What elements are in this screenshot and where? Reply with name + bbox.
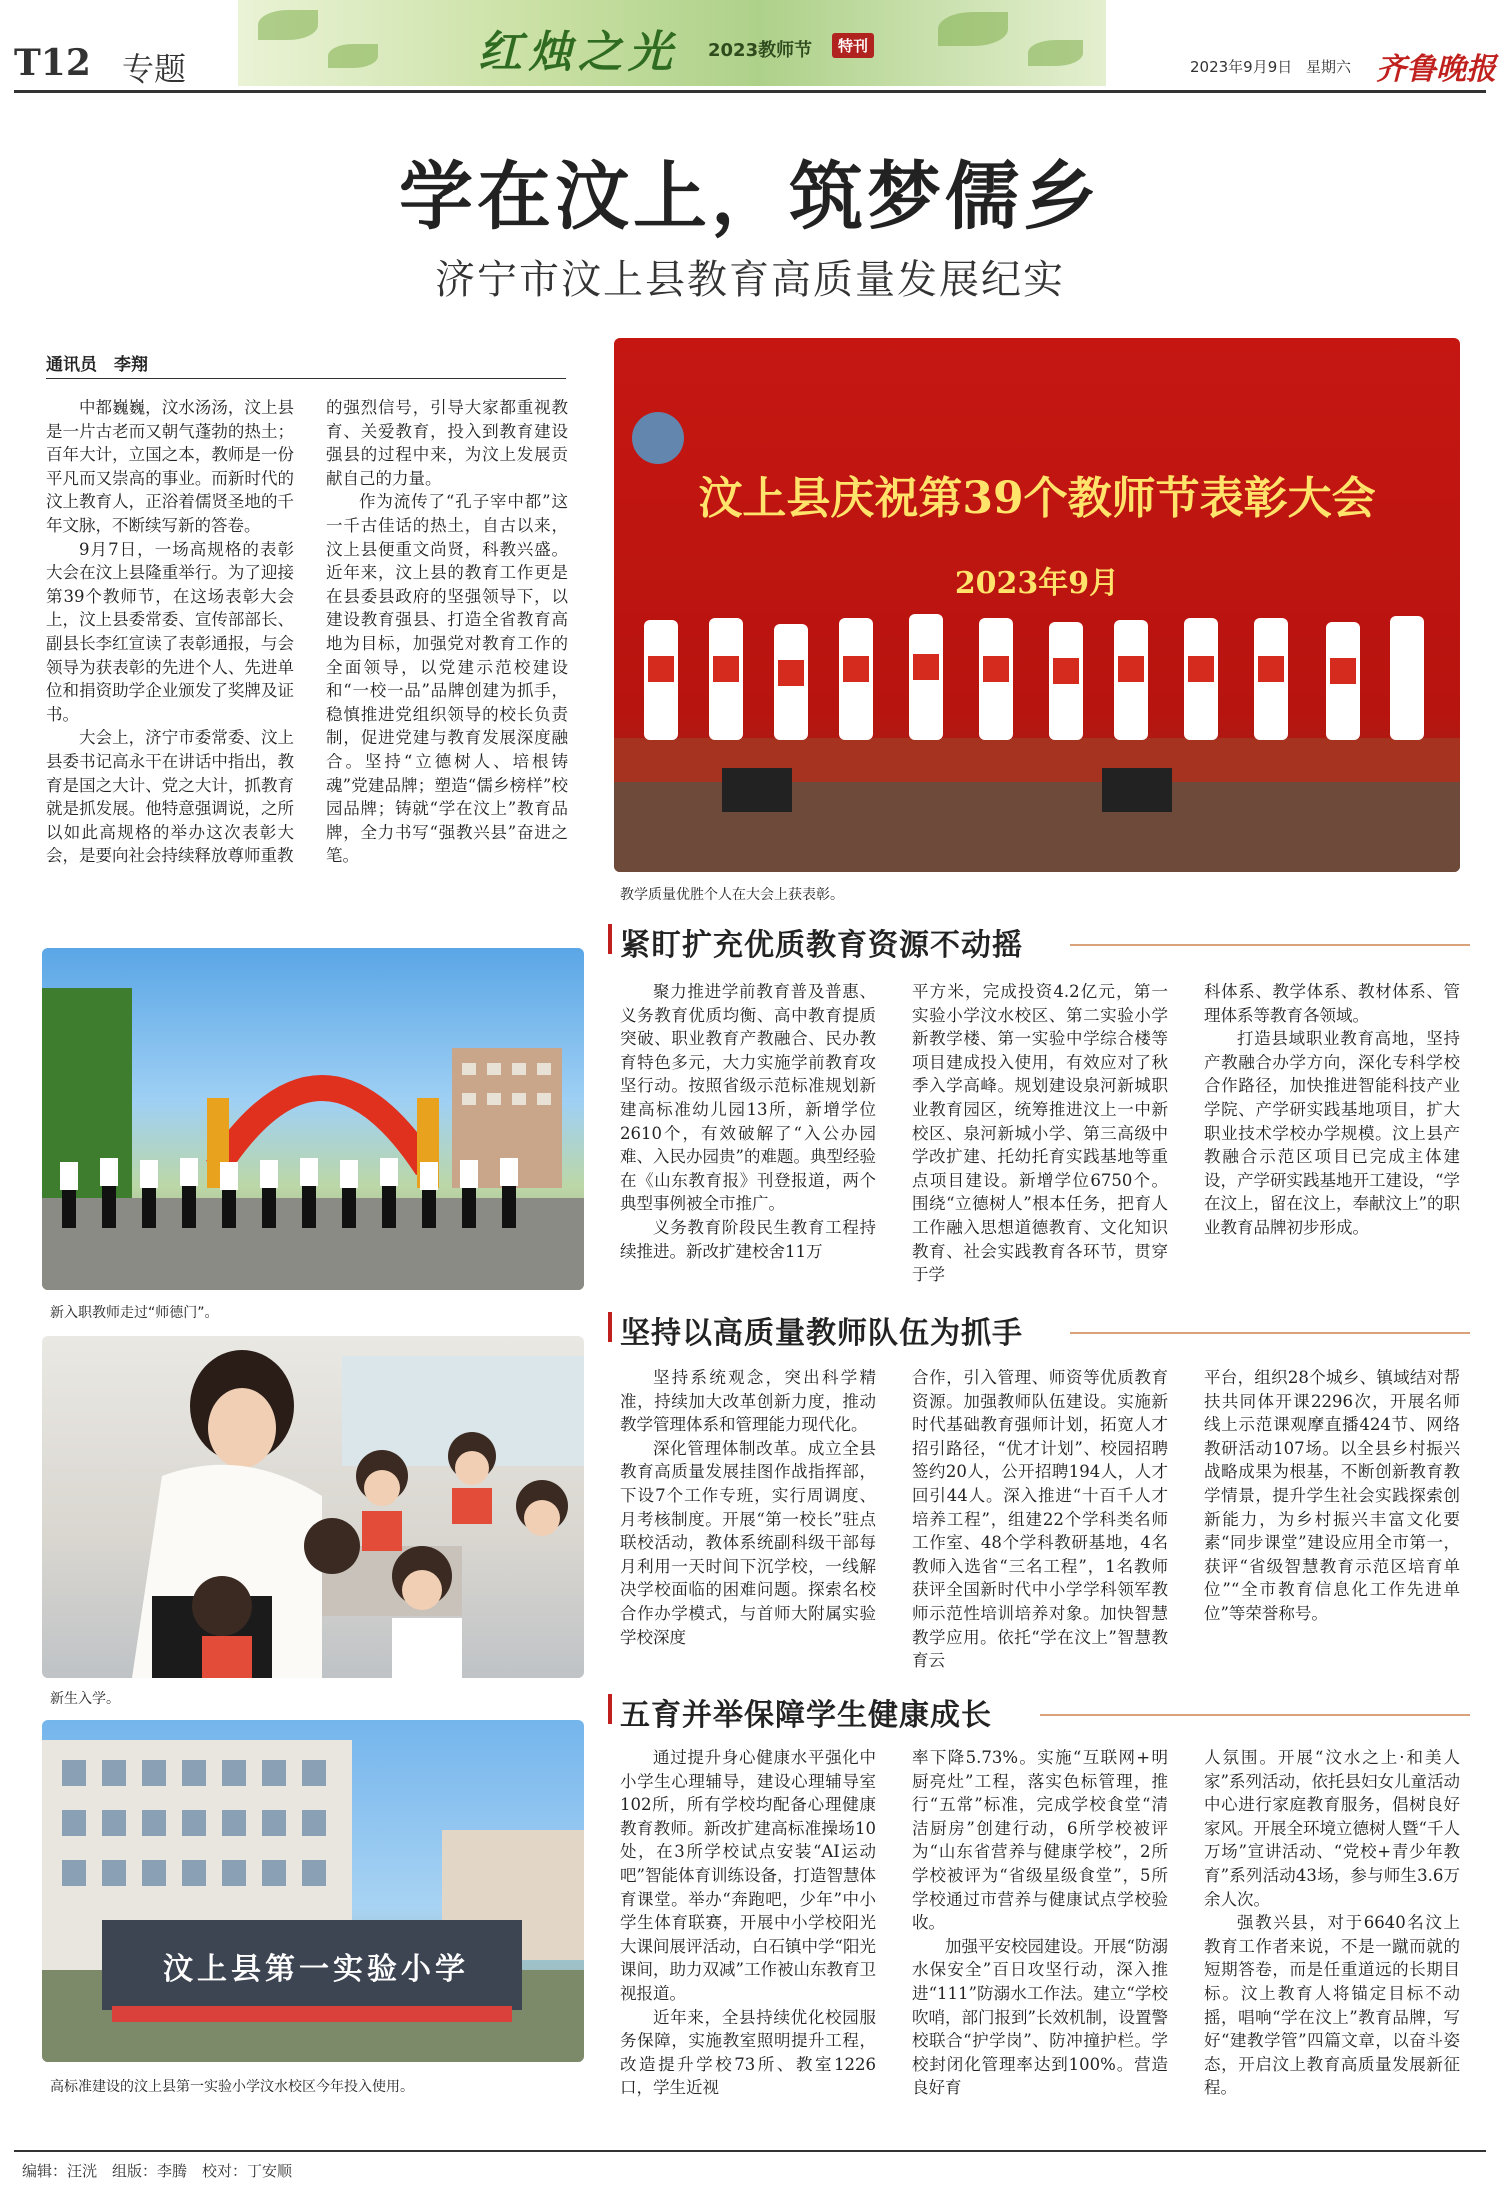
paragraph: 打造县域职业教育高地，坚持产教融合办学方向，深化专科学校合作路径，加快推进智能科技产业学院、产学研实践基地项目，扩大职业技术学校办学规模。汶上县产教融合示范区项目已完成主体建设，产学研实践基地开工建设，“学在汶上，留在汶上，奉献汶上”的职业教育品牌初步形成。	[1204, 1029, 1460, 1237]
section-1-column-2	[912, 980, 1168, 1287]
section-1-column-1	[620, 980, 876, 1263]
section-rule	[1070, 944, 1470, 946]
photo-caption: 高标准建设的汶上县第一实验小学汶水校区今年投入使用。	[50, 2079, 414, 2095]
photo-caption: 新入职教师走过“师德门”。	[50, 1305, 219, 1321]
gate-photo	[42, 948, 584, 1290]
headline: 学在汶上，筑梦儒乡	[399, 154, 1101, 240]
section-1-column-3	[1204, 980, 1460, 1240]
photo-caption: 新生入学。	[50, 1691, 120, 1707]
classroom-photo	[42, 1336, 584, 1678]
paragraph: 人氛围。开展“汶水之上·和美人家”系列活动，依托县妇女儿童活动中心进行家庭教育服务，倡树良好家风。开展全环境立德树人暨“千人万场”宣讲活动、“党校+青少年教育”系列活动43场，参与师生3.6万余人次。	[1204, 1748, 1460, 1909]
section-marker	[608, 1312, 612, 1342]
paragraph: 加强平安校园建设。开展“防溺水保安全”百日攻坚行动，深入推进“111”防溺水工作法。建立“学校吹哨，部门报到”长效机制，设置警校联合“护学岗”、防冲撞护栏。学校封闭化管理率达到100%。营造良好育	[912, 1936, 1168, 2098]
intro-column-2	[326, 396, 568, 868]
header-banner	[238, 0, 1106, 86]
section-3-column-3	[1204, 1746, 1460, 2100]
section-2-column-3	[1204, 1366, 1460, 1626]
section-3-column-2	[912, 1746, 1168, 2100]
banner-subtitle: 2023教师节	[708, 40, 813, 61]
paragraph: 平方米，完成投资4.2亿元，第一实验小学汶水校区、第二实验小学新教学楼、第一实验中学综合楼等项目建成投入使用，有效应对了秋季入学高峰。规划建设泉河新城职业教育园区，统筹推进汶上一中新校区、泉河新城小学、第三高级中学改扩建、托幼托育实践基地等重点项目建设。新增学位6750个。围绕“立德树人”根本任务，把育人工作融入思想道德教育、文化知识教育、社会实践教育各环节，贯穿于学	[912, 982, 1168, 1285]
section-3-title: 五育并举保障学生健康成长	[620, 1698, 992, 1733]
section-rule	[1040, 1714, 1470, 1716]
school-photo	[42, 1720, 584, 2062]
school-sign-text: 汶上县第一实验小学	[163, 1952, 469, 1987]
paragraph: 通过提升身心健康水平强化中小学生心理辅导，建设心理辅导室102所，所有学校均配备心理健康教育教师。新改扩建高标准操场10处，在3所学校试点安装“AI运动吧”智能体育训练设备，打造智慧体育课堂。举办“奔跑吧，少年”中小学生体育联赛，开展中小学校阳光大课间展评活动，白石镇中学“阳光课间，助力双减”工作被山东教育卫视报道。	[620, 1748, 876, 2003]
paragraph: 率下降5.73%。实施“互联网+明厨亮灶”工程，落实色标管理，推行“五常”标准，完成学校食堂“清洁厨房”创建行动，6所学校被评为“山东省营养与健康学校”，2所学校被评为“省级星级食堂”，5所学校通过市营养与健康试点学校验收。	[912, 1748, 1168, 1933]
paragraph: 大会上，济宁市委常委、汶上县委书记高永干在讲话中指出，教育是国之大计、党之大计，抓教育就是抓发展。他特意强调说，之所以如此高规格的举办这次表彰大会，是要向社会持续释放尊师重教	[46, 728, 294, 866]
subheadline: 济宁市汶上县教育高质量发展纪实	[435, 257, 1065, 303]
section-marker	[608, 1694, 612, 1724]
intro-column-1	[46, 396, 294, 868]
stage-banner-text: 汶上县庆祝第39个教师节表彰大会	[698, 473, 1376, 524]
photo-caption: 教学质量优胜个人在大会上获表彰。	[620, 887, 844, 903]
section-name: 专题	[122, 50, 187, 88]
paragraph: 义务教育阶段民生教育工程持续推进。新改扩建校舍11万	[620, 1217, 876, 1261]
paragraph: 科体系、教学体系、教材体系、管理体系等教育各领域。	[1204, 982, 1460, 1025]
footer-rule	[14, 2150, 1486, 2152]
header-rule	[14, 90, 1486, 93]
ceremony-photo	[614, 338, 1460, 872]
byline: 通讯员 李翔	[46, 355, 148, 375]
banner-title: 红烛之光	[478, 27, 678, 78]
newspaper-logo: 齐鲁晚报	[1376, 52, 1496, 87]
school-illustration	[42, 1720, 584, 2062]
byline-rule	[46, 378, 566, 379]
issue-date: 2023年9月9日	[1190, 58, 1293, 76]
paragraph: 坚持系统观念，突出科学精准，持续加大改革创新力度，推动教学管理体系和管理能力现代化。	[620, 1368, 876, 1435]
paragraph: 合作，引入管理、师资等优质教育资源。加强教师队伍建设。实施新时代基础教育强师计划，拓宽人才招引路径，“优才计划”、校园招聘签约20人，公开招聘194人，人才回引44人。深入推进“十百千人才培养工程”，组建22个学科类名师工作室、48个学科教研基地，4名教师入选省“三名工程”，1名教师获评全国新时代中小学学科领军教师示范性培训培养对象。加快智慧教学应用。依托“学在汶上”智慧教育云	[912, 1368, 1168, 1671]
ceremony-illustration	[614, 338, 1460, 872]
paragraph: 近年来，全县持续优化校园服务保障，实施教室照明提升工程，改造提升学校73所、教室1226口，学生近视	[620, 2007, 876, 2098]
section-marker	[608, 924, 612, 954]
stage-banner-date: 2023年9月	[954, 566, 1120, 601]
paragraph: 作为流传了“孔子宰中都”这一千古佳话的热土，自古以来，汶上县便重文尚贤，科教兴盛。近年来，汶上县的教育工作更是在县委县政府的坚强领导下，以建设教育强县、打造全省教育高地为目标，加强党对教育工作的全面领导，以党建示范校建设和“一校一品”品牌创建为抓手，稳慎推进党组织领导的校长负责制，促进党建与教育发展深度融合。坚持“立德树人、培根铸魂”党建品牌；塑造“儒乡榜样”校园品牌；铸就“学在汶上”教育品牌，全力书写“强教兴县”奋进之笔。	[326, 492, 568, 866]
section-3-column-1	[620, 1746, 876, 2100]
page-number: T12	[14, 42, 91, 84]
section-1-title: 紧盯扩充优质教育资源不动摇	[620, 928, 1023, 963]
section-2-title: 坚持以高质量教师队伍为抓手	[620, 1316, 1023, 1351]
banner-badge: 特刊	[832, 33, 874, 58]
issue-weekday: 星期六	[1306, 58, 1352, 76]
paragraph: 平台，组织28个城乡、镇域结对帮扶共同体开课2296次，开展名师线上示范课观摩直播424节、网络教研活动107场。以全县乡村振兴战略成果为根基，不断创新教育教学情景，提升学生社会实践探索创新能力，为乡村振兴丰富文化要素“同步课堂”建设应用全市第一，获评“省级智慧教育示范区培育单位”“全市教育信息化工作先进单位”等荣誉称号。	[1204, 1368, 1460, 1623]
paragraph: 中都巍巍，汶水汤汤，汶上县是一片古老而又朝气蓬勃的热土；百年大计，立国之本，教师是一份平凡而又崇高的事业。而新时代的汶上教育人，正浴着儒贤圣地的千年文脉，不断续写新的答卷。	[46, 398, 294, 535]
paragraph: 9月7日，一场高规格的表彰大会在汶上县隆重举行。为了迎接第39个教师节，在这场表彰大会上，汶上县委常委、宣传部部长、副县长李红宣读了表彰通报，与会领导为获表彰的先进个人、先进单位和捐资助学企业颁发了奖牌及证书。	[46, 539, 294, 724]
classroom-illustration	[42, 1336, 584, 1678]
section-rule	[1070, 1332, 1470, 1334]
footer-credits: 编辑：汪洸 组版：李腾 校对：丁安顺	[22, 2162, 293, 2180]
paragraph: 的强烈信号，引导大家都重视教育、关爱教育，投入到教育建设强县的过程中来，为汶上发展贡献自己的力量。	[326, 398, 568, 488]
gate-illustration	[42, 948, 584, 1290]
paragraph: 深化管理体制改革。成立全县教育高质量发展挂图作战指挥部，下设7个工作专班，实行周调度、月考核制度。开展“第一校长”驻点联校活动，教体系统副科级干部每月利用一天时间下沉学校，一线解决学校面临的困难问题。探索名校合作办学模式，与首师大附属实验学校深度	[620, 1438, 876, 1647]
paragraph: 聚力推进学前教育普及普惠、义务教育优质均衡、高中教育提质突破、职业教育产教融合、民办教育特色多元，大力实施学前教育攻坚行动。按照省级示范标准规划新建高标准幼儿园13所，新增学位2610个，有效破解了“入公办园难、入民办园贵”的难题。典型经验在《山东教育报》刊登报道，两个典型事例被全市推广。	[620, 982, 876, 1214]
paragraph: 强教兴县，对于6640名汶上教育工作者来说，不是一蹴而就的短期答卷，而是任重道远的长期目标。汶上教育人将锚定目标不动摇，唱响“学在汶上”教育品牌，写好“建教学管”四篇文章，以奋斗姿态，开启汶上教育高质量发展新征程。	[1204, 1913, 1460, 2098]
section-2-column-1	[620, 1366, 876, 1649]
section-2-column-2	[912, 1366, 1168, 1673]
